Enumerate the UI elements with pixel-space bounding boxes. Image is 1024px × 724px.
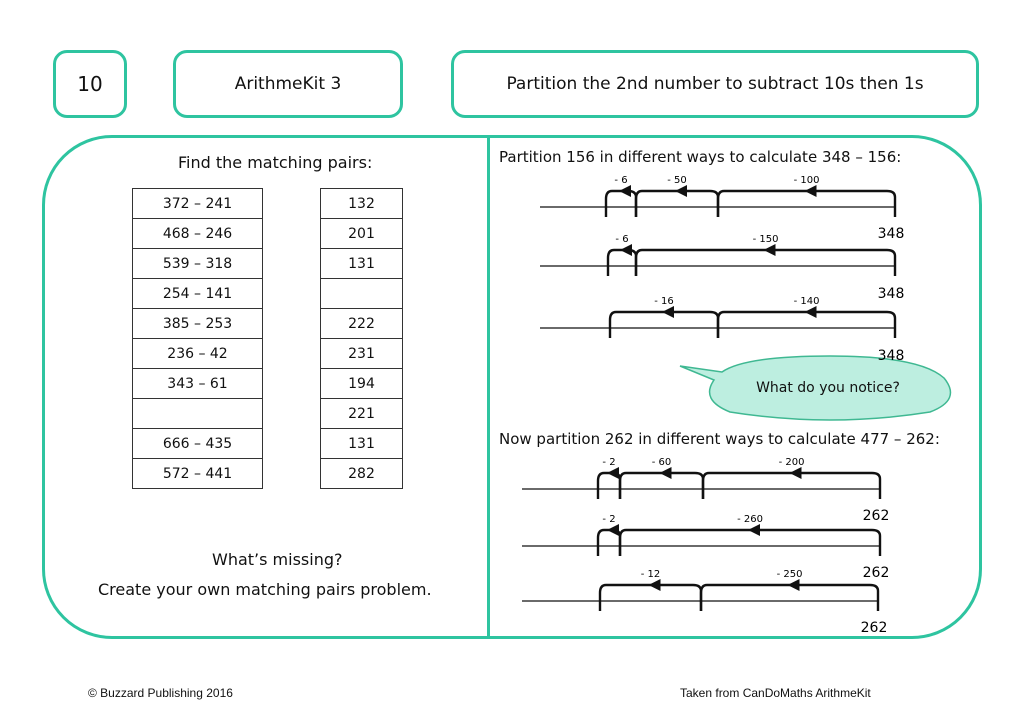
activity-number-text: 10 [77, 72, 103, 96]
jump-arrowhead [649, 579, 661, 591]
jump-arrowhead [790, 467, 802, 479]
jump-label: - 16 [654, 296, 674, 307]
expression-cell: 343 – 61 [133, 369, 263, 399]
partition-heading-1: Partition 156 in different ways to calculate 348 – 156: [499, 148, 902, 166]
jump-arrowhead [660, 467, 672, 479]
activity-title-text: Partition the 2nd number to subtract 10s then 1s [506, 74, 924, 94]
jump-arrowhead [764, 244, 776, 256]
answer-cell: 221 [321, 399, 403, 429]
jump-label: - 50 [667, 175, 687, 186]
kit-title-text: ArithmeKit 3 [234, 74, 342, 94]
jump-arrowhead [607, 467, 619, 479]
expression-cell: 468 – 246 [133, 219, 263, 249]
jump-arc [703, 473, 880, 499]
expression-cell: 385 – 253 [133, 309, 263, 339]
number-line [540, 296, 904, 364]
partition-heading-2: Now partition 262 in different ways to calculate 477 – 262: [499, 430, 940, 448]
end-number: 262 [860, 620, 888, 636]
jump-arrowhead [662, 306, 674, 318]
jump-label: - 100 [793, 175, 820, 186]
jump-label: - 12 [640, 569, 661, 580]
jump-arc [718, 191, 895, 217]
end-number: 348 [877, 348, 905, 364]
jump-label: - 260 [737, 514, 763, 525]
jump-arrowhead [607, 524, 619, 536]
jump-arc [620, 473, 703, 499]
number-line [540, 175, 904, 242]
number-line [540, 234, 904, 302]
answer-cell: 132 [321, 189, 403, 219]
answer-cell: 231 [321, 339, 403, 369]
number-line [522, 514, 889, 581]
jump-arc [636, 250, 895, 276]
jump-arc [636, 191, 718, 217]
end-number: 262 [862, 565, 890, 581]
answer-cell: 222 [321, 309, 403, 339]
expression-cell: 572 – 441 [133, 459, 263, 489]
create-own-prompt: Create your own matching pairs problem. [98, 580, 432, 599]
answer-cell: 131 [321, 429, 403, 459]
expression-cell: 372 – 241 [133, 189, 263, 219]
jump-label: - 150 [752, 234, 779, 245]
jump-arc [718, 312, 895, 338]
expression-cell: 666 – 435 [133, 429, 263, 459]
jump-arrowhead [620, 244, 632, 256]
jump-label: - 2 [602, 514, 616, 525]
jump-label: - 60 [651, 457, 672, 468]
matching-heading: Find the matching pairs: [178, 153, 373, 172]
end-number: 262 [862, 508, 890, 524]
answer-cell: 194 [321, 369, 403, 399]
jump-arrowhead [748, 524, 760, 536]
answer-cell: 282 [321, 459, 403, 489]
answer-cell: 201 [321, 219, 403, 249]
jump-label: - 140 [793, 296, 820, 307]
jump-label: - 2 [602, 457, 616, 468]
jump-label: - 6 [614, 175, 628, 186]
jump-arc [701, 585, 878, 611]
jump-label: - 250 [776, 569, 803, 580]
jump-arrowhead [805, 185, 817, 197]
expression-cell: 254 – 141 [133, 279, 263, 309]
missing-question: What’s missing? [212, 550, 343, 569]
number-line [522, 457, 889, 524]
jump-arc [606, 191, 636, 217]
source-credit: Taken from CanDoMaths ArithmeKit [680, 686, 871, 700]
jump-label: - 6 [615, 234, 629, 245]
jump-arrowhead [619, 185, 631, 197]
jump-arrowhead [805, 306, 817, 318]
expression-cell: 539 – 318 [133, 249, 263, 279]
end-number: 348 [877, 226, 905, 242]
jump-arrowhead [675, 185, 687, 197]
jump-arc [610, 312, 718, 338]
jump-arrowhead [788, 579, 800, 591]
answer-cell: 131 [321, 249, 403, 279]
jump-arc [600, 585, 701, 611]
number-line [522, 569, 887, 636]
jump-arc [620, 530, 880, 556]
bubble-text: What do you notice? [756, 380, 900, 396]
copyright: © Buzzard Publishing 2016 [88, 686, 233, 700]
expression-cell: 236 – 42 [133, 339, 263, 369]
end-number: 348 [877, 286, 905, 302]
jump-label: - 200 [778, 457, 805, 468]
